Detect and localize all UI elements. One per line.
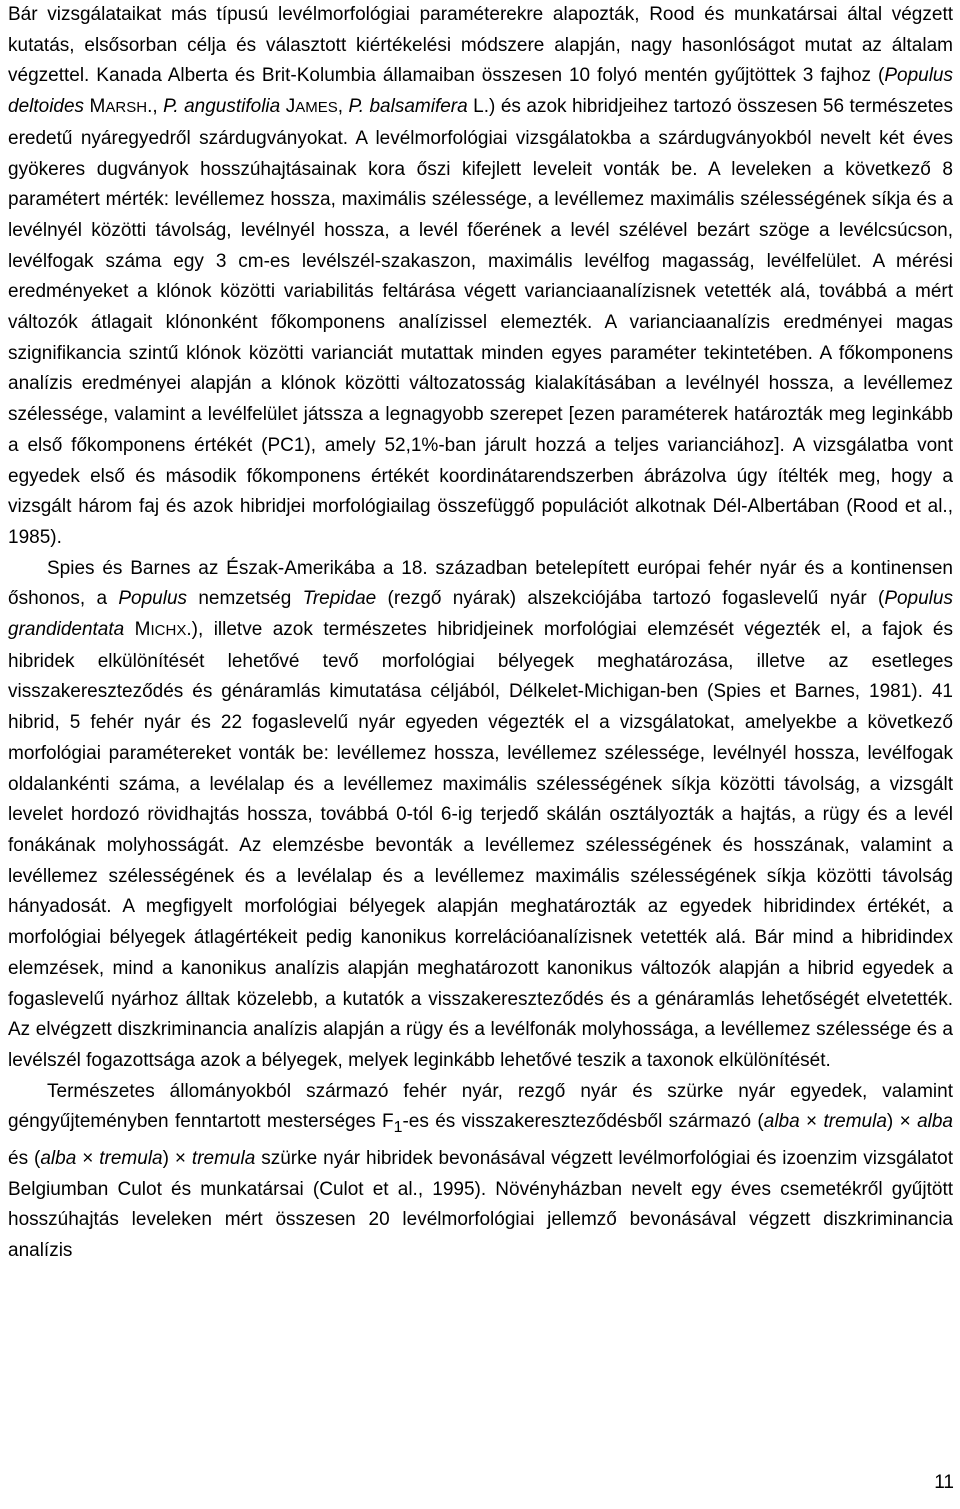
text-run: tremula bbox=[99, 1147, 163, 1169]
text-run: Trepidae bbox=[302, 588, 377, 610]
text-run: Populus grandidentata bbox=[8, 588, 953, 641]
text-run: ICHX bbox=[150, 622, 187, 640]
text-run: Természetes állományokból származó fehér nyár, rezgő nyár és szürke nyár egyedek, valamint géngyűjteményben fenntartott mesterséges F bbox=[8, 1080, 953, 1133]
text-run: ., bbox=[147, 96, 164, 118]
text-run: tremula bbox=[823, 1111, 887, 1133]
text-run: × bbox=[76, 1147, 100, 1169]
paragraph bbox=[8, 554, 953, 1077]
text-run: .), illetve azok természetes hibridjeinek morfológiai elemzését végezték el, a fajok és hibridek elkülönítését lehetővé tevő morfológiai bélyegek meghatározása, illetve az esetleges visszakereszteződés és génáramlás kimutatása céljából, Délkelet-Michigan-ben (Spies et Barnes, 1981). 41 hibrid, 5 fehér nyár és 22 fogaslevelű nyár egyeden végezték el a vizsgálatokat, amelyekbe a következő morfológiai paramétereket vonták be: levéllemez hossza, levéllemez szélessége, levélnyél hossza, levélfogak oldalankénti száma, a levélalap és a levéllemez maximális szélességének síkja közötti távolság, a vizsgált levelet hordozó rövidhajtás hossza, továbbá 0-tól 6-ig terjedő skálán osztályozták a hajtás, a rügy és a levél fonákának molyhosságát. Az elemzésbe bevonták a levéllemez szélességének és hosszának, valamint a levéllemez szélességének és a levélalap és a levéllemez maximális szélességének síkja közötti távolság hányadosát. A megfigyelt morfológiai bélyegek alapján meghatározták az egyedek hibridindex értékét, a morfológiai bélyegek átlagértékeit pedig kanonikus korrelációanalízisnek vetették alá. Bár mind a hibridindex elemzések, mind a kanonikus analízis alapján meghatározott kanonikus változók alapján a hibrid egyedek a fogaslevelű nyárhoz álltak közelebb, a kutatók a visszakereszteződés és a génáramlás lehetőségét elvetették. Az elvégzett diszkriminancia analízis alapján a rügy és a levélfonák molyhossága, a levéllemez szélessége és a levélszél fogazottsága azok a bélyegek, melyek leginkább lehetővé teszik a taxonok elkülönítését. bbox=[8, 619, 953, 1071]
text-run: P. angustifolia bbox=[163, 96, 281, 118]
paragraph bbox=[8, 0, 953, 554]
text-run: Bár vizsgálataikat más típusú levélmorfológiai paraméterekre alapozták, Rood és munkatársai által végzett kutatás, elsősorban célja és választott kiértékelési módszere alapján, nagy hasonlóságot mutat az általam végzettel. Kanada Alberta és Brit-Kolumbia államaiban összesen 10 folyó mentén gyűjtöttek 3 fajhoz ( bbox=[8, 4, 953, 87]
text-run: M bbox=[84, 96, 106, 118]
text-run: alba bbox=[763, 1111, 800, 1133]
text-run: P. balsamifera bbox=[348, 96, 468, 118]
text-run: tremula bbox=[191, 1147, 256, 1169]
page-number: 11 bbox=[934, 1472, 954, 1493]
text-run: L.) és azok hibridjeihez tartozó összesen 56 természetes eredetű nyáregyedről szárdugványokat. A levélmorfológiai vizsgálatokba a szárdugványokból nevelt két éves gyökeres dugványok hosszúhajtásainak kora őszi kifejlett leveleit vonták be. A leveleken a következő 8 paramétert mérték: levéllemez hossza, maximális szélessége, a levéllemez maximális szélességének síkja és a levélnyél közötti távolság, levélnyél hossza, a levél főerének a levél szélével bezárt szöge a levélcsúcson, levélfogak száma egy 3 cm-es levélszél-szakaszon, maximális levélfog magasság, levélfelület. A mérési eredményeket a klónok közötti variabilitás feltárása végett varianciaanalízisnek vetették alá, továbbá a mért változók átlagait klónonként főkomponens analízissel elemezték. A varianciaanalízis eredményei magas szignifikancia szintű klónok közötti varianciát mutattak minden egyes paraméter tekintetében. A főkomponens analízis eredményei alapján a klónok közötti változatosság kialakításában a levélnyél hossza, a levéllemez szélessége, valamint a levélfelület játssza a legnagyobb szerepet [ezen paraméterek határozták meg leginkább a első főkomponens értékét (PC1), amely 52,1%-ban járult hozzá a teljes varianciához]. A vizsgálatba vont egyedek első és második főkomponens értékét koordinátarendszerben ábrázolva úgy ítélték meg, hogy a vizsgált három faj és azok hibridjei morfológiailag összefüggő populációt alkotnak Dél-Albertában (Rood et al., 1985). bbox=[8, 96, 953, 548]
document-body bbox=[8, 0, 953, 1267]
text-run: Populus deltoides bbox=[8, 65, 953, 118]
text-run: alba bbox=[917, 1111, 953, 1133]
text-run: M bbox=[124, 619, 151, 641]
text-run: ) × bbox=[886, 1111, 918, 1133]
text-run: és ( bbox=[8, 1147, 41, 1169]
text-run: Spies és Barnes az Észak-Amerikába a 18. században betelepített európai fehér nyár és a kontinensen őshonos, a bbox=[8, 557, 953, 610]
text-run: × bbox=[799, 1111, 824, 1133]
text-run: nemzetség bbox=[187, 588, 303, 610]
text-run: 1 bbox=[393, 1119, 403, 1137]
text-run: , bbox=[337, 96, 349, 118]
text-run: ARSH bbox=[105, 99, 148, 117]
text-run: AMES bbox=[295, 99, 338, 117]
text-run: J bbox=[280, 96, 296, 118]
text-run: Populus bbox=[118, 588, 188, 610]
text-run: szürke nyár hibridek bevonásával végzett levélmorfológiai és izoenzim vizsgálatot Belgiumban Culot és munkatársai (Culot et al., 1995). Növényházban nevelt egy éves csemetékről gyűjtött hosszúhajtás leveleken mért összesen 20 levélmorfológiai jellemző bevonásával végzett diszkriminancia analízis bbox=[8, 1147, 953, 1261]
text-run: (rezgő nyárak) alszekciójába tartozó fogaslevelű nyár ( bbox=[376, 588, 885, 610]
text-run: alba bbox=[40, 1147, 77, 1169]
text-run: ) × bbox=[162, 1147, 192, 1169]
text-run: -es és visszakereszteződésből származó ( bbox=[402, 1111, 764, 1133]
paragraph bbox=[8, 1077, 953, 1267]
